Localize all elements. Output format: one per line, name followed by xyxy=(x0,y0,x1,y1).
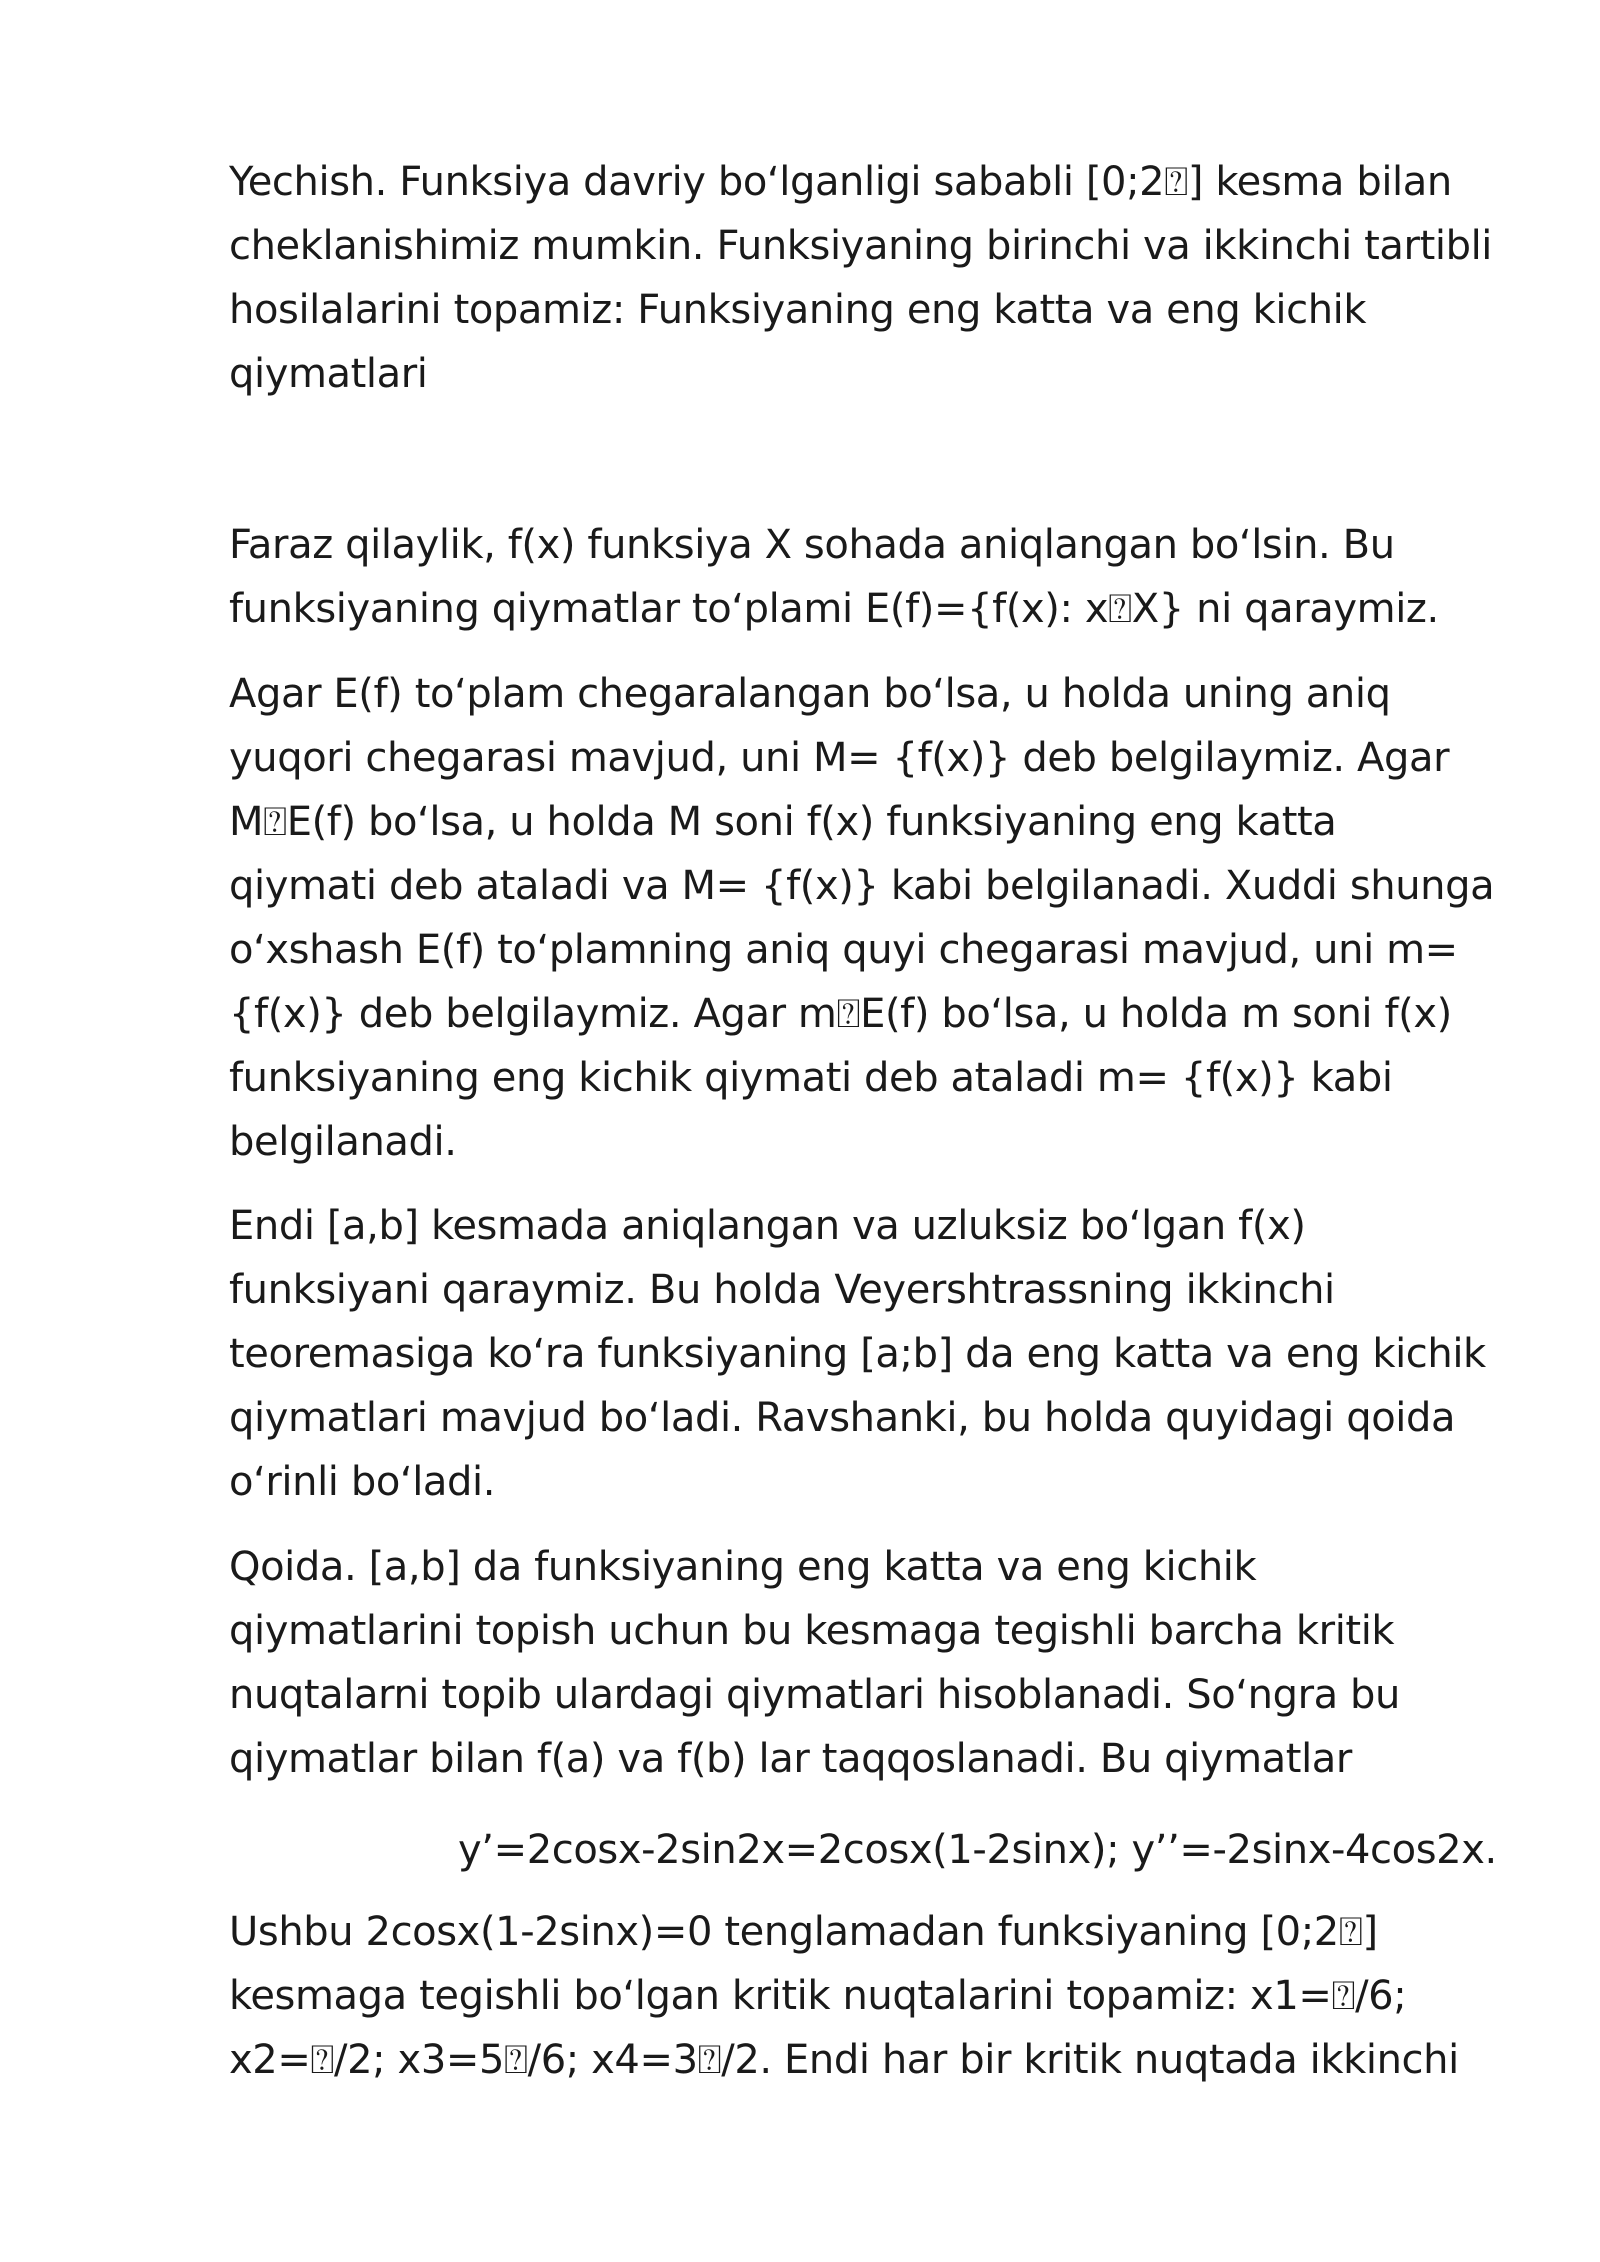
text-line: belgilanadi. xyxy=(229,1119,457,1165)
text-line: nuqtalarni topib ulardagi qiymatlari hisoblanadi. So‘ngra bu xyxy=(229,1672,1401,1718)
paragraph-ushbu xyxy=(229,1900,1489,2092)
text-line: Yechish. Funksiya davriy bo‘lganligi sababli [0;2⍰] kesma bilan xyxy=(229,159,1452,205)
text-line: teoremasiga ko‘ra funksiyaning [a;b] da eng katta va eng kichik xyxy=(229,1331,1486,1377)
text-line: {f(x)} deb belgilaymiz. Agar m⍰E(f) bo‘lsa, u holda m soni f(x) xyxy=(229,991,1452,1037)
paragraph-agar xyxy=(229,662,1495,1174)
text-line: funksiyani qaraymiz. Bu holda Veyershtrassning ikkinchi xyxy=(229,1267,1335,1313)
text-line: qiymatlar bilan f(a) va f(b) lar taqqoslanadi. Bu qiymatlar xyxy=(229,1736,1352,1782)
text-line: qiymati deb ataladi va M= {f(x)} kabi belgilanadi. Xuddi shunga xyxy=(229,863,1495,909)
text-line: x2=⍰/2; x3=5⍰/6; x4=3⍰/2. Endi har bir kritik nuqtada ikkinchi xyxy=(229,2037,1459,2083)
text-line: o‘rinli bo‘ladi. xyxy=(229,1459,496,1505)
derivative-formula: y’=2cosx-2sin2x=2cosx(1-2sinx); y’’=-2sinx-4cos2x. xyxy=(458,1827,1497,1873)
paragraph-qoida xyxy=(229,1535,1489,1791)
text-line: cheklanishimiz mumkin. Funksiyaning birinchi va ikkinchi tartibli xyxy=(229,223,1493,269)
text-line: funksiyaning eng kichik qiymati deb ataladi m= {f(x)} kabi xyxy=(229,1055,1393,1101)
text-line: Endi [a,b] kesmada aniqlangan va uzluksiz bo‘lgan f(x) xyxy=(229,1203,1306,1249)
paragraph-endi xyxy=(229,1194,1489,1514)
text-line: qiymatlari xyxy=(229,351,428,397)
text-line: kesmaga tegishli bo‘lgan kritik nuqtalarini topamiz: x1=⍰/6; xyxy=(229,1973,1407,2019)
text-line: qiymatlarini topish uchun bu kesmaga tegishli barcha kritik xyxy=(229,1608,1395,1654)
text-line: o‘xshash E(f) to‘plamning aniq quyi chegarasi mavjud, uni m= xyxy=(229,927,1458,973)
text-line: Agar E(f) to‘plam chegaralangan bo‘lsa, u holda uning aniq xyxy=(229,671,1391,717)
text-line: Qoida. [a,b] da funksiyaning eng katta va eng kichik xyxy=(229,1544,1257,1590)
text-line: qiymatlari mavjud bo‘ladi. Ravshanki, bu holda quyidagi qoida xyxy=(229,1395,1456,1441)
paragraph-yechish xyxy=(229,150,1493,406)
text-line: yuqori chegarasi mavjud, uni M= {f(x)} deb belgilaymiz. Agar xyxy=(229,735,1450,781)
text-line: funksiyaning qiymatlar to‘plami E(f)={f(x): x⍰X} ni qaraymiz. xyxy=(229,586,1439,632)
text-line: M⍰E(f) bo‘lsa, u holda M soni f(x) funksiyaning eng katta xyxy=(229,799,1337,845)
text-line: Ushbu 2cosx(1-2sinx)=0 tenglamadan funksiyaning [0;2⍰] xyxy=(229,1909,1378,1955)
paragraph-faraz xyxy=(229,513,1489,641)
text-line: Faraz qilaylik, f(x) funksiya X sohada aniqlangan bo‘lsin. Bu xyxy=(229,522,1395,568)
text-line: hosilalarini topamiz: Funksiyaning eng katta va eng kichik xyxy=(229,287,1367,333)
